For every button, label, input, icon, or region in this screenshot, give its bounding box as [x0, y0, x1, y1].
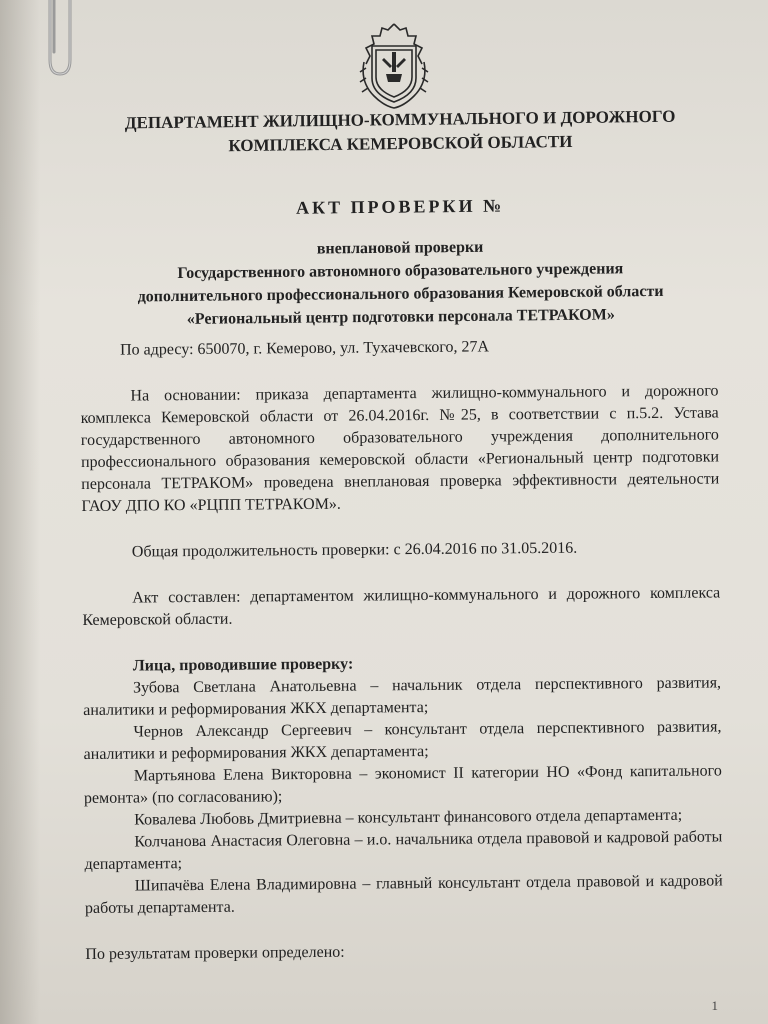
inspector-item: Шипачёва Елена Владимировна – главный консультант отдела правовой и кадровой работы департамента. — [84, 872, 723, 917]
subtitle-line-4: «Региональный центр подготовки персонала ТЕТРАКОМ» — [186, 306, 615, 328]
inspector-item: Чернов Александр Сергеевич – консультант отдела перспективного развития, аналитики и реформирования ЖКХ департамента; — [83, 718, 722, 763]
inspector-item: Зубова Светлана Анатольевна – начальник отдела перспективного развития, аналитики и реформирования ЖКХ департамента; — [83, 674, 722, 719]
department-line-1: ДЕПАРТАМЕНТ ЖИЛИЩНО-КОММУНАЛЬНОГО И ДОРОЖНОГО — [124, 106, 676, 133]
act-subtitle — [80, 233, 721, 332]
subtitle-line-3: дополнительного профессионального образования Кемеровской области — [137, 282, 664, 306]
subtitle-line-2: Государственного автономного образовательного учреждения — [177, 260, 624, 282]
duration-paragraph: Общая продолжительность проверки: с 26.04.2016 по 31.05.2016. — [131, 539, 578, 561]
inspector-item: Ковалева Любовь Дмитриевна – консультант финансового отдела департамента; — [134, 806, 683, 829]
act-title: АКТ ПРОВЕРКИ № — [295, 195, 505, 218]
department-header — [80, 104, 721, 160]
compiled-by-paragraph: Акт составлен: департаментом жилищно-коммунального и дорожного комплекса Кемеровской области. — [82, 584, 721, 629]
result-paragraph: По результатам проверки определено: — [85, 943, 345, 963]
paperclip-icon — [28, 0, 88, 90]
department-line-2: КОМПЛЕКСА КЕМЕРОВСКОЙ ОБЛАСТИ — [228, 131, 573, 156]
page-shadow — [0, 0, 40, 1024]
coat-of-arms-icon — [356, 22, 432, 110]
subtitle-line-1: внеплановой проверки — [316, 238, 484, 258]
inspector-item: Мартьянова Елена Викторовна – экономист II категории НО «Фонд капитального ремонта» (по согласованию); — [83, 762, 722, 807]
inspector-item: Колчанова Анастасия Олеговна – и.о. начальника отдела правовой и кадровой работы департамента; — [84, 828, 723, 873]
document-body — [80, 334, 723, 966]
inspectors-heading: Лица, проводившие проверку: — [132, 655, 354, 675]
basis-paragraph: На основании: приказа департамента жилищно-коммунального и дорожного комплекса Кемеровской области от 26.04.2016г. №25, в соответствии с п.5.2. Устава государственного автономного образовательного учреждения дополнительного профессионального образования кемеровской области «Региональный центр подготовки персонала ТЕТРАКОМ» проведена внеплановая проверка эффективности деятельности ГАОУ ДПО КО «РЦПП ТЕТРАКОМ». — [80, 382, 720, 515]
page-number: 1 — [711, 998, 718, 1013]
address-paragraph: По адресу: 650070, г. Кемерово, ул. Тухачевского, 27А — [120, 338, 490, 359]
